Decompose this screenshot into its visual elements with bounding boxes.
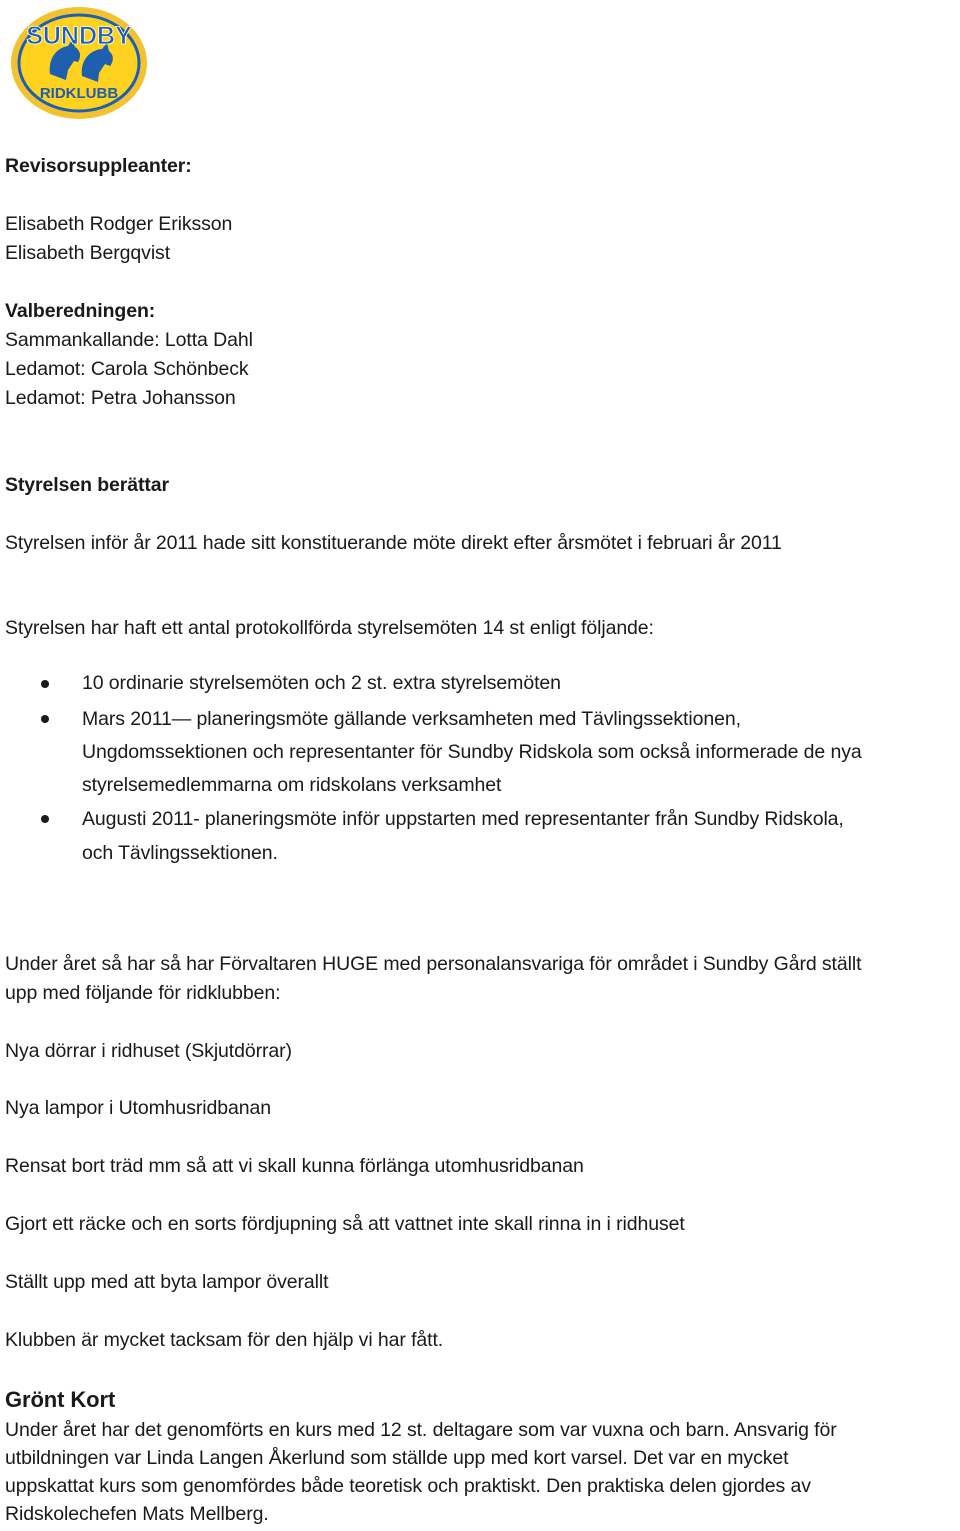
- revisor-name: Elisabeth Bergqvist: [5, 242, 171, 264]
- valberedning-member: Sammankallande: Lotta Dahl: [5, 329, 253, 351]
- section-heading-gront-kort: Grönt Kort: [5, 1387, 116, 1412]
- forvaltare-item: Klubben är mycket tacksam för den hjälp vi har fått.: [5, 1329, 444, 1351]
- bullet-icon: [41, 815, 49, 823]
- section-heading-styrelsen: Styrelsen berättar: [5, 474, 170, 496]
- gront-kort-text: Under året har det genomförts en kurs med 12 st. deltagare som var vuxna och barn. Ansvarig för: [5, 1419, 837, 1441]
- bullet-icon: [41, 680, 49, 688]
- section-heading-valberedningen: Valberedningen:: [5, 300, 156, 322]
- logo-graphic: [8, 4, 150, 122]
- forvaltare-item: Gjort ett räcke och en sorts fördjupning så att vattnet inte skall rinna in i ridhuset: [5, 1213, 685, 1235]
- styrelsen-paragraph: Styrelsen har haft ett antal protokollförda styrelsemöten 14 st enligt följande:: [5, 617, 654, 639]
- list-item: Augusti 2011- planeringsmöte inför uppstarten med representanter från Sundby Ridskola,: [82, 808, 844, 830]
- list-item: Mars 2011— planeringsmöte gällande verksamheten med Tävlingssektionen,: [82, 708, 741, 730]
- forvaltare-intro: upp med följande för ridklubben:: [5, 982, 281, 1004]
- list-item-continuation: Ungdomssektionen och representanter för Sundby Ridskola som också informerade de nya: [82, 741, 862, 763]
- valberedning-member: Ledamot: Petra Johansson: [5, 387, 236, 409]
- list-item-continuation: styrelsemedlemmarna om ridskolans verksamhet: [82, 774, 502, 796]
- gront-kort-text: utbildningen var Linda Langen Åkerlund som ställde upp med kort varsel. Det var en mycket: [5, 1447, 789, 1469]
- gront-kort-text: uppskattat kurs som genomfördes både teoretisk och praktiskt. Den praktiska delen gjordes av: [5, 1475, 811, 1497]
- valberedning-member: Ledamot: Carola Schönbeck: [5, 358, 249, 380]
- list-item-continuation: och Tävlingssektionen.: [82, 842, 278, 864]
- forvaltare-item: Ställt upp med att byta lampor överallt: [5, 1271, 329, 1293]
- forvaltare-item: Nya dörrar i ridhuset (Skjutdörrar): [5, 1040, 292, 1062]
- forvaltare-intro: Under året så har så har Förvaltaren HUGE med personalansvariga för området i Sundby Gård ställt: [5, 953, 862, 975]
- logo-bottom-text: RIDKLUBB: [39, 85, 119, 102]
- logo-top-text: SUNDBY: [26, 22, 132, 50]
- forvaltare-item: Rensat bort träd mm så att vi skall kunna förlänga utomhusridbanan: [5, 1155, 584, 1177]
- gront-kort-text: Ridskolechefen Mats Mellberg.: [5, 1503, 269, 1525]
- sundby-ridklubb-logo: [8, 4, 150, 122]
- revisor-name: Elisabeth Rodger Eriksson: [5, 213, 233, 235]
- list-item: 10 ordinarie styrelsemöten och 2 st. extra styrelsemöten: [82, 672, 561, 694]
- styrelsen-paragraph: Styrelsen inför år 2011 hade sitt konstituerande möte direkt efter årsmötet i februari år 2011: [5, 532, 782, 554]
- forvaltare-item: Nya lampor i Utomhusridbanan: [5, 1097, 271, 1119]
- section-heading-revisorsuppleanter: Revisorsuppleanter:: [5, 155, 192, 177]
- bullet-icon: [41, 715, 49, 723]
